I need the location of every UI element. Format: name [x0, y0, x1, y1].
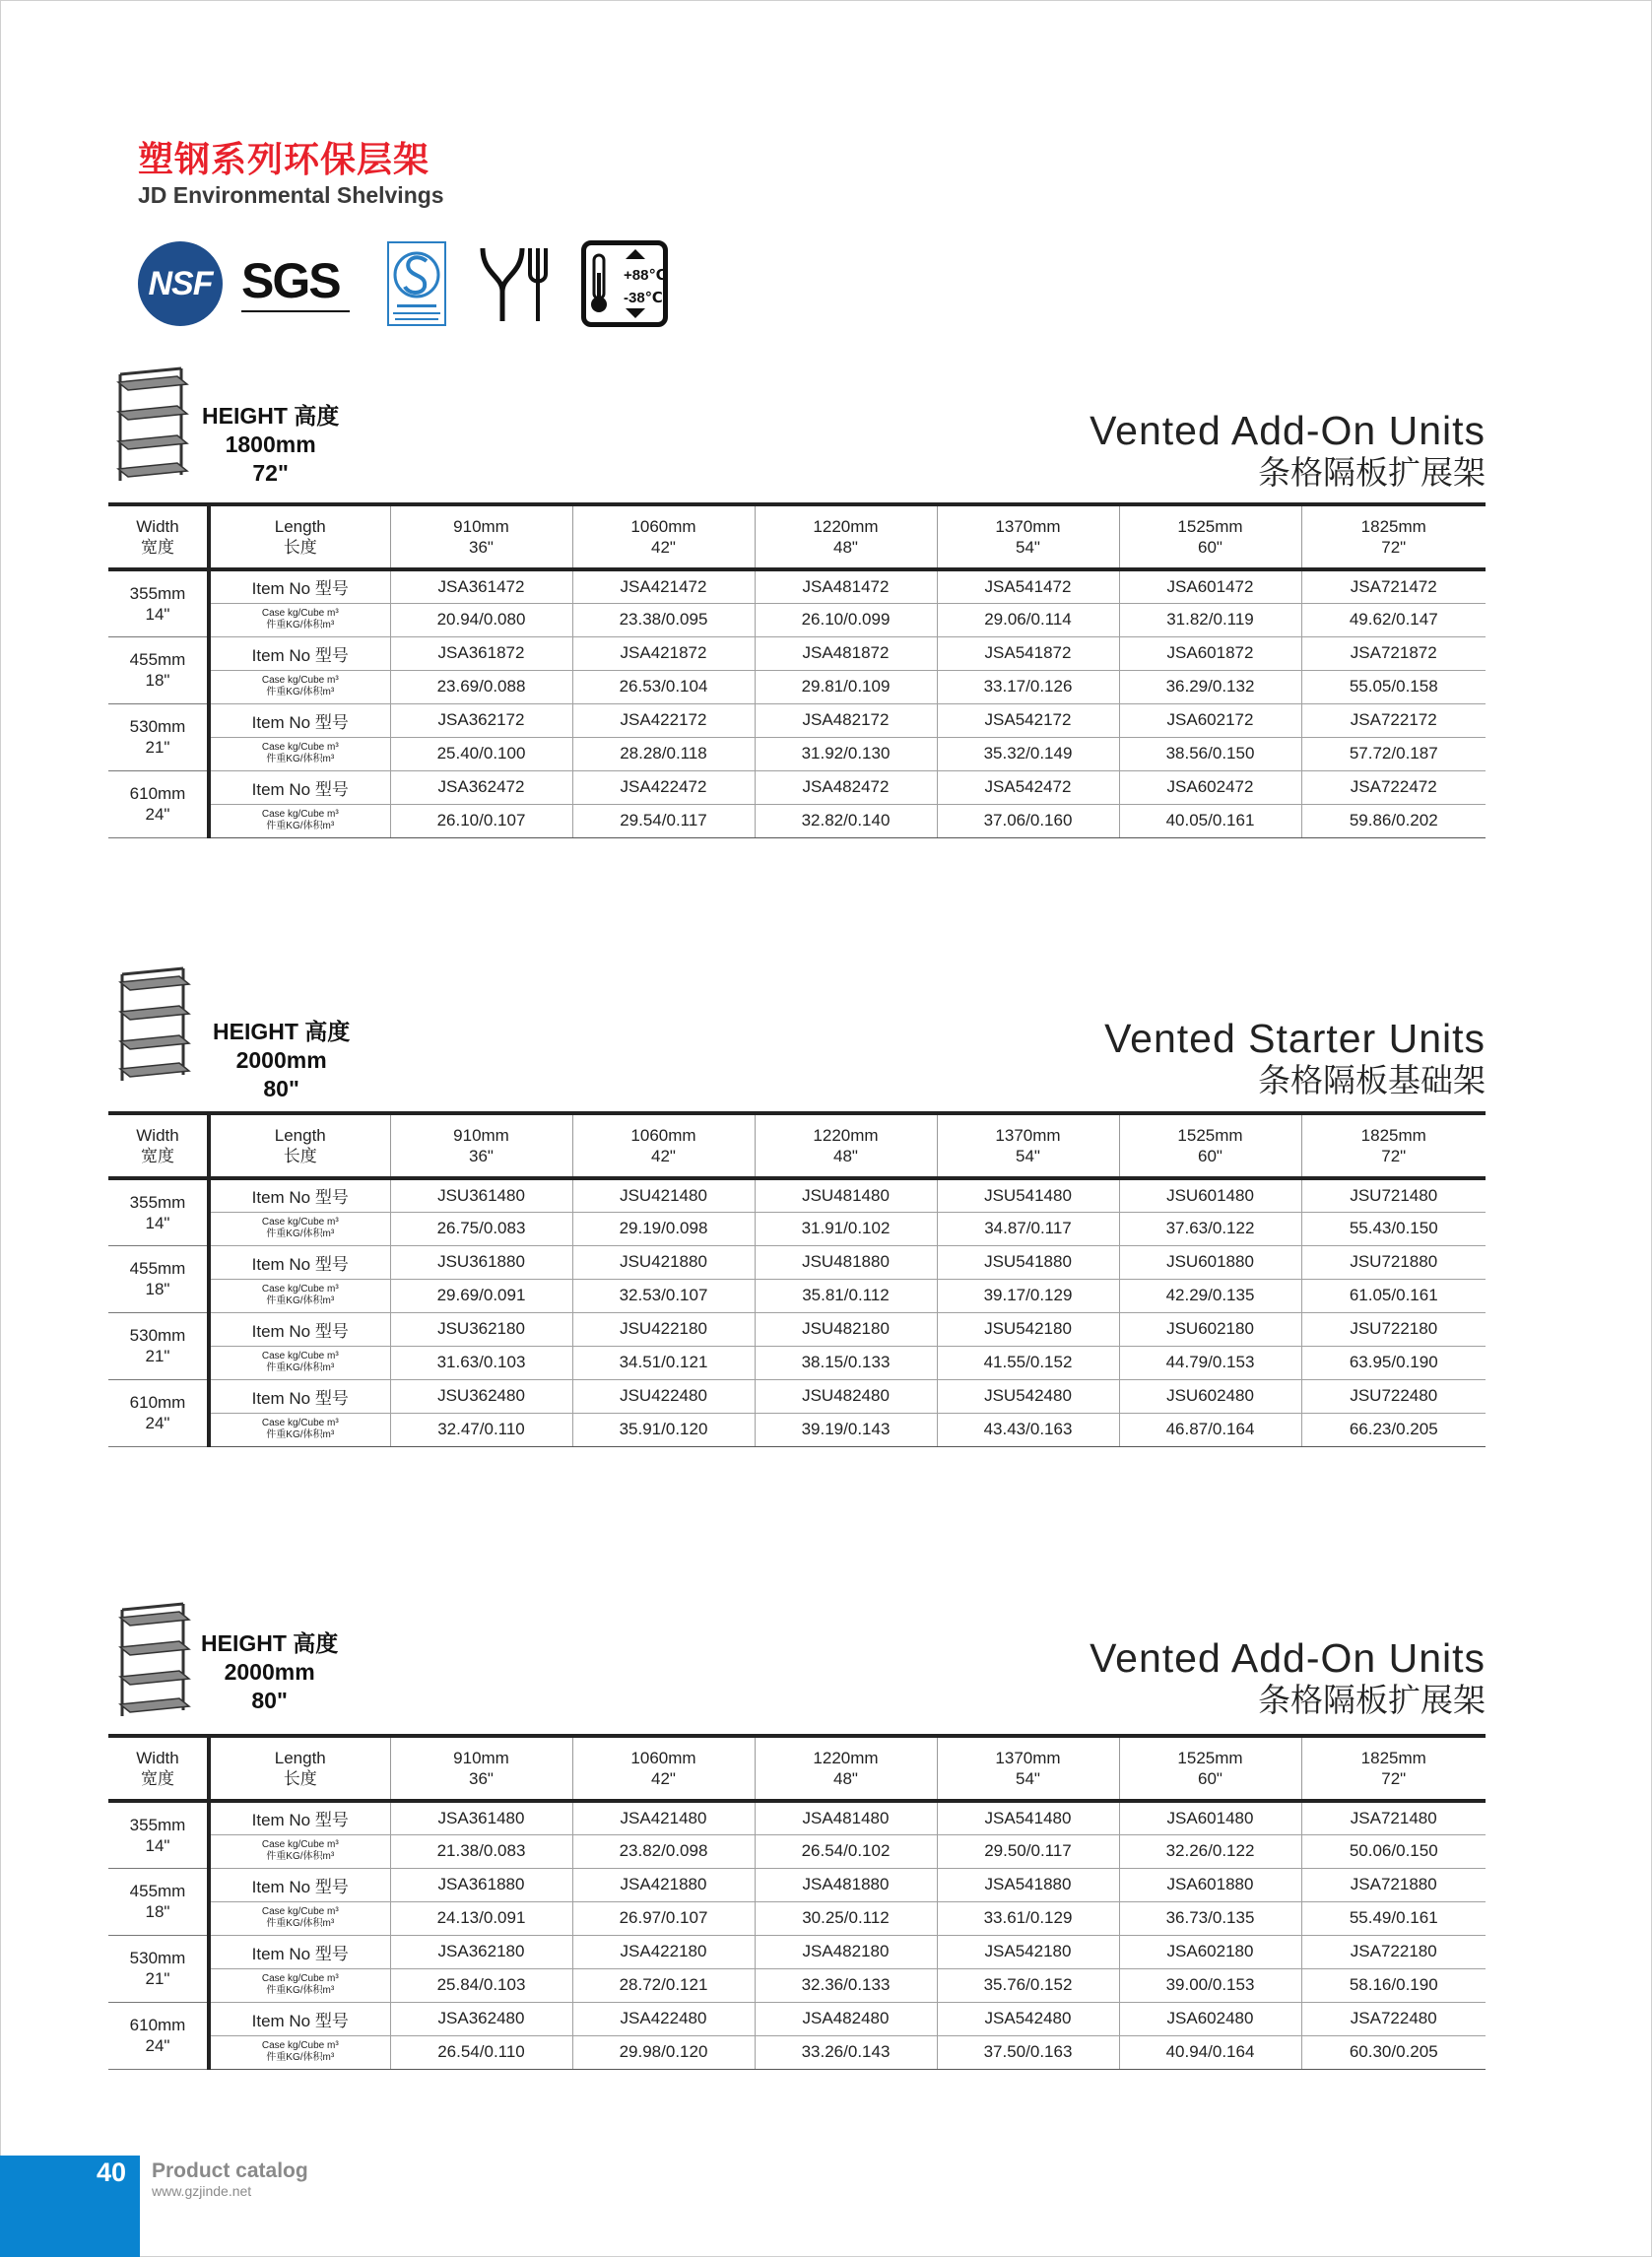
- case-value-cell: 44.79/0.153: [1119, 1346, 1301, 1379]
- item-no-cell: JSA481472: [755, 569, 937, 603]
- item-no-cell: JSA722480: [1301, 2002, 1486, 2035]
- width-cell: 355mm 14": [108, 1178, 209, 1245]
- item-no-cell: JSU602180: [1119, 1312, 1301, 1346]
- item-no-label: Item No 型号: [209, 636, 390, 670]
- table-row-case: [108, 1279, 1486, 1312]
- item-no-cell: JSA362180: [390, 1935, 572, 1968]
- case-value-cell: 26.10/0.107: [390, 804, 572, 837]
- case-value-cell: 32.82/0.140: [755, 804, 937, 837]
- case-value-cell: 31.92/0.130: [755, 737, 937, 770]
- height-inch: 72": [252, 460, 289, 486]
- width-cell: 455mm 18": [108, 1245, 209, 1312]
- case-value-cell: 26.53/0.104: [572, 670, 755, 703]
- table-row-item: [108, 1801, 1486, 1834]
- temp-low-label: -38℃: [624, 290, 663, 306]
- length-column-header: 1370mm 54": [937, 1736, 1119, 1801]
- table-row-case: [108, 1413, 1486, 1446]
- item-no-cell: JSA481872: [755, 636, 937, 670]
- item-no-cell: JSA602480: [1119, 2002, 1301, 2035]
- item-no-label: Item No 型号: [209, 1178, 390, 1212]
- case-value-cell: 31.82/0.119: [1119, 603, 1301, 636]
- case-value-cell: 39.17/0.129: [937, 1279, 1119, 1312]
- case-value-cell: 29.19/0.098: [572, 1212, 755, 1245]
- case-value-cell: 49.62/0.147: [1301, 603, 1486, 636]
- table-header-row: [108, 1113, 1486, 1178]
- table-row-item: [108, 1312, 1486, 1346]
- item-no-cell: JSU362180: [390, 1312, 572, 1346]
- case-value-cell: 23.69/0.088: [390, 670, 572, 703]
- case-value-cell: 66.23/0.205: [1301, 1413, 1486, 1446]
- item-no-cell: JSA722172: [1301, 703, 1486, 737]
- case-value-cell: 32.53/0.107: [572, 1279, 755, 1312]
- case-value-cell: 29.06/0.114: [937, 603, 1119, 636]
- case-value-cell: 34.51/0.121: [572, 1346, 755, 1379]
- height-mm: 1800mm: [225, 431, 316, 457]
- item-no-cell: JSA721880: [1301, 1868, 1486, 1901]
- length-column-header: 1060mm 42": [572, 1736, 755, 1801]
- width-header: Width 宽度: [108, 504, 209, 569]
- item-no-cell: JSA422180: [572, 1935, 755, 1968]
- item-no-cell: JSU722180: [1301, 1312, 1486, 1346]
- case-value-cell: 40.05/0.161: [1119, 804, 1301, 837]
- case-value-cell: 32.26/0.122: [1119, 1834, 1301, 1868]
- case-value-cell: 31.63/0.103: [390, 1346, 572, 1379]
- length-header: Length 长度: [209, 504, 390, 569]
- table-row-item: [108, 2002, 1486, 2035]
- item-no-label: Item No 型号: [209, 1801, 390, 1834]
- case-value-cell: 21.38/0.083: [390, 1834, 572, 1868]
- item-no-cell: JSA601472: [1119, 569, 1301, 603]
- item-no-cell: JSA542180: [937, 1935, 1119, 1968]
- item-no-cell: JSA361880: [390, 1868, 572, 1901]
- item-no-cell: JSA602172: [1119, 703, 1301, 737]
- item-no-label: Item No 型号: [209, 1312, 390, 1346]
- item-no-cell: JSU601480: [1119, 1178, 1301, 1212]
- item-no-cell: JSA482472: [755, 770, 937, 804]
- table-row-item: [108, 1178, 1486, 1212]
- width-cell: 530mm 21": [108, 703, 209, 770]
- item-no-cell: JSU361480: [390, 1178, 572, 1212]
- height-inch: 80": [251, 1688, 288, 1713]
- height-label: HEIGHT 高度: [202, 403, 340, 429]
- item-no-cell: JSA482180: [755, 1935, 937, 1968]
- case-value-cell: 58.16/0.190: [1301, 1968, 1486, 2002]
- item-no-cell: JSA722180: [1301, 1935, 1486, 1968]
- length-column-header: 1525mm 60": [1119, 1736, 1301, 1801]
- product-section-3: [108, 1596, 1486, 2089]
- section-title-en: Vented Add-On Units: [1090, 408, 1486, 453]
- width-cell: 610mm 24": [108, 2002, 209, 2069]
- case-value-cell: 35.32/0.149: [937, 737, 1119, 770]
- product-section-1: [108, 365, 1486, 857]
- case-label: Case kg/Cube m³ 件重KG/体积m³: [209, 1413, 390, 1446]
- item-no-cell: JSA542172: [937, 703, 1119, 737]
- case-value-cell: 24.13/0.091: [390, 1901, 572, 1935]
- case-value-cell: 34.87/0.117: [937, 1212, 1119, 1245]
- case-value-cell: 28.72/0.121: [572, 1968, 755, 2002]
- item-no-cell: JSA422172: [572, 703, 755, 737]
- length-column-header: 910mm 36": [390, 1113, 572, 1178]
- length-column-header: 1370mm 54": [937, 1113, 1119, 1178]
- case-value-cell: 31.91/0.102: [755, 1212, 937, 1245]
- item-no-cell: JSA362480: [390, 2002, 572, 2035]
- item-no-cell: JSU481480: [755, 1178, 937, 1212]
- item-no-label: Item No 型号: [209, 569, 390, 603]
- item-no-cell: JSA421880: [572, 1868, 755, 1901]
- case-value-cell: 35.76/0.152: [937, 1968, 1119, 2002]
- item-no-label: Item No 型号: [209, 703, 390, 737]
- case-value-cell: 26.75/0.083: [390, 1212, 572, 1245]
- case-label: Case kg/Cube m³ 件重KG/体积m³: [209, 1212, 390, 1245]
- case-value-cell: 40.94/0.164: [1119, 2035, 1301, 2069]
- length-column-header: 1825mm 72": [1301, 1113, 1486, 1178]
- item-no-cell: JSA722472: [1301, 770, 1486, 804]
- case-value-cell: 26.54/0.102: [755, 1834, 937, 1868]
- item-no-cell: JSA541472: [937, 569, 1119, 603]
- case-value-cell: 28.28/0.118: [572, 737, 755, 770]
- sgs-logo: SGS: [241, 251, 350, 318]
- item-no-cell: JSA482480: [755, 2002, 937, 2035]
- table-row-item: [108, 1245, 1486, 1279]
- table-row-item: [108, 1868, 1486, 1901]
- case-value-cell: 33.17/0.126: [937, 670, 1119, 703]
- item-no-cell: JSA422472: [572, 770, 755, 804]
- case-value-cell: 29.81/0.109: [755, 670, 937, 703]
- case-value-cell: 29.69/0.091: [390, 1279, 572, 1312]
- table-row-case: [108, 1212, 1486, 1245]
- item-no-cell: JSA601880: [1119, 1868, 1301, 1901]
- case-value-cell: 36.29/0.132: [1119, 670, 1301, 703]
- width-cell: 355mm 14": [108, 1801, 209, 1868]
- item-no-cell: JSU721880: [1301, 1245, 1486, 1279]
- case-label: Case kg/Cube m³ 件重KG/体积m³: [209, 1968, 390, 2002]
- item-no-cell: JSU722480: [1301, 1379, 1486, 1413]
- case-value-cell: 23.38/0.095: [572, 603, 755, 636]
- table-row-case: [108, 603, 1486, 636]
- item-no-cell: JSA422480: [572, 2002, 755, 2035]
- item-no-label: Item No 型号: [209, 1245, 390, 1279]
- case-value-cell: 26.97/0.107: [572, 1901, 755, 1935]
- case-value-cell: 46.87/0.164: [1119, 1413, 1301, 1446]
- length-column-header: 910mm 36": [390, 1736, 572, 1801]
- case-value-cell: 26.54/0.110: [390, 2035, 572, 2069]
- table-row-item: [108, 770, 1486, 804]
- item-no-cell: JSA421480: [572, 1801, 755, 1834]
- section-title-en: Vented Starter Units: [1104, 1016, 1486, 1061]
- item-no-cell: JSU422180: [572, 1312, 755, 1346]
- item-no-cell: JSU542480: [937, 1379, 1119, 1413]
- case-value-cell: 37.06/0.160: [937, 804, 1119, 837]
- length-column-header: 1220mm 48": [755, 1113, 937, 1178]
- table-header-row: [108, 1736, 1486, 1801]
- item-no-cell: JSU482180: [755, 1312, 937, 1346]
- table-row-item: [108, 636, 1486, 670]
- item-no-cell: JSU362480: [390, 1379, 572, 1413]
- item-no-cell: JSA421872: [572, 636, 755, 670]
- length-column-header: 910mm 36": [390, 504, 572, 569]
- item-no-cell: JSA601872: [1119, 636, 1301, 670]
- table-row-item: [108, 1379, 1486, 1413]
- case-value-cell: 35.91/0.120: [572, 1413, 755, 1446]
- length-column-header: 1060mm 42": [572, 1113, 755, 1178]
- case-value-cell: 42.29/0.135: [1119, 1279, 1301, 1312]
- section-title: [1090, 408, 1486, 493]
- case-value-cell: 37.50/0.163: [937, 2035, 1119, 2069]
- case-value-cell: 30.25/0.112: [755, 1901, 937, 1935]
- table-row-case: [108, 1346, 1486, 1379]
- case-label: Case kg/Cube m³ 件重KG/体积m³: [209, 603, 390, 636]
- case-value-cell: 41.55/0.152: [937, 1346, 1119, 1379]
- table-row-item: [108, 703, 1486, 737]
- case-value-cell: 55.49/0.161: [1301, 1901, 1486, 1935]
- table-row-case: [108, 2035, 1486, 2069]
- case-value-cell: 37.63/0.122: [1119, 1212, 1301, 1245]
- table-row-case: [108, 1834, 1486, 1868]
- temp-high-label: +88℃: [624, 267, 667, 284]
- case-value-cell: 36.73/0.135: [1119, 1901, 1301, 1935]
- item-no-label: Item No 型号: [209, 1935, 390, 1968]
- height-spec: [201, 1629, 338, 1715]
- section-title-cn: 条格隔板扩展架: [1258, 454, 1486, 491]
- case-value-cell: 59.86/0.202: [1301, 804, 1486, 837]
- item-no-cell: JSA541872: [937, 636, 1119, 670]
- case-label: Case kg/Cube m³ 件重KG/体积m³: [209, 804, 390, 837]
- case-value-cell: 55.05/0.158: [1301, 670, 1486, 703]
- width-cell: 530mm 21": [108, 1312, 209, 1379]
- table-row-item: [108, 569, 1486, 603]
- length-column-header: 1370mm 54": [937, 504, 1119, 569]
- spec-table: [108, 1111, 1486, 1447]
- length-header: Length 长度: [209, 1113, 390, 1178]
- case-label: Case kg/Cube m³ 件重KG/体积m³: [209, 1279, 390, 1312]
- item-no-cell: JSU422480: [572, 1379, 755, 1413]
- table-row-case: [108, 804, 1486, 837]
- item-no-label: Item No 型号: [209, 2002, 390, 2035]
- item-no-cell: JSA361480: [390, 1801, 572, 1834]
- section-title-cn: 条格隔板扩展架: [1258, 1682, 1486, 1718]
- item-no-cell: JSA602472: [1119, 770, 1301, 804]
- case-value-cell: 26.10/0.099: [755, 603, 937, 636]
- shelf-unit-icon: [114, 964, 193, 1083]
- item-no-cell: JSU421880: [572, 1245, 755, 1279]
- table-header-row: [108, 504, 1486, 569]
- table-row-case: [108, 737, 1486, 770]
- case-value-cell: 33.26/0.143: [755, 2035, 937, 2069]
- shelf-unit-icon: [114, 1600, 193, 1718]
- brand-title-en: JD Environmental Shelvings: [138, 182, 444, 208]
- case-value-cell: 63.95/0.190: [1301, 1346, 1486, 1379]
- width-cell: 530mm 21": [108, 1935, 209, 2002]
- item-no-cell: JSU602480: [1119, 1379, 1301, 1413]
- case-value-cell: 57.72/0.187: [1301, 737, 1486, 770]
- item-no-cell: JSU481880: [755, 1245, 937, 1279]
- case-value-cell: 29.54/0.117: [572, 804, 755, 837]
- case-value-cell: 60.30/0.205: [1301, 2035, 1486, 2069]
- width-cell: 355mm 14": [108, 569, 209, 636]
- case-value-cell: 38.15/0.133: [755, 1346, 937, 1379]
- item-no-cell: JSU542180: [937, 1312, 1119, 1346]
- case-label: Case kg/Cube m³ 件重KG/体积m³: [209, 1346, 390, 1379]
- case-label: Case kg/Cube m³ 件重KG/体积m³: [209, 737, 390, 770]
- item-no-cell: JSU421480: [572, 1178, 755, 1212]
- case-value-cell: 39.00/0.153: [1119, 1968, 1301, 2002]
- length-column-header: 1060mm 42": [572, 504, 755, 569]
- case-value-cell: 39.19/0.143: [755, 1413, 937, 1446]
- width-cell: 455mm 18": [108, 636, 209, 703]
- footer-url: www.gzjinde.net: [152, 2183, 252, 2199]
- item-no-cell: JSU541880: [937, 1245, 1119, 1279]
- footer-title: Product catalog: [152, 2159, 308, 2182]
- height-inch: 80": [263, 1076, 299, 1101]
- width-cell: 610mm 24": [108, 1379, 209, 1446]
- case-value-cell: 20.94/0.080: [390, 603, 572, 636]
- item-no-cell: JSA482172: [755, 703, 937, 737]
- length-column-header: 1825mm 72": [1301, 1736, 1486, 1801]
- height-mm: 2000mm: [224, 1659, 315, 1685]
- width-header: Width 宽度: [108, 1113, 209, 1178]
- item-no-cell: JSA542472: [937, 770, 1119, 804]
- width-header: Width 宽度: [108, 1736, 209, 1801]
- brand-header: [138, 138, 444, 209]
- case-value-cell: 32.36/0.133: [755, 1968, 937, 2002]
- qs-production-license-icon: [387, 241, 446, 326]
- item-no-cell: JSU601880: [1119, 1245, 1301, 1279]
- length-column-header: 1825mm 72": [1301, 504, 1486, 569]
- case-value-cell: 35.81/0.112: [755, 1279, 937, 1312]
- footer-text: [152, 2159, 308, 2199]
- item-no-cell: JSA362172: [390, 703, 572, 737]
- case-value-cell: 25.84/0.103: [390, 1968, 572, 2002]
- nsf-logo: NSF: [138, 241, 223, 326]
- item-no-cell: JSU721480: [1301, 1178, 1486, 1212]
- item-no-label: Item No 型号: [209, 1379, 390, 1413]
- item-no-cell: JSA542480: [937, 2002, 1119, 2035]
- item-no-cell: JSA601480: [1119, 1801, 1301, 1834]
- case-value-cell: 29.50/0.117: [937, 1834, 1119, 1868]
- table-row-item: [108, 1935, 1486, 1968]
- item-no-cell: JSU482480: [755, 1379, 937, 1413]
- length-column-header: 1525mm 60": [1119, 1113, 1301, 1178]
- case-label: Case kg/Cube m³ 件重KG/体积m³: [209, 670, 390, 703]
- page-number: 40: [97, 2157, 127, 2187]
- length-column-header: 1220mm 48": [755, 504, 937, 569]
- food-safe-icon: [475, 244, 552, 323]
- section-title-cn: 条格隔板基础架: [1258, 1062, 1486, 1098]
- case-value-cell: 32.47/0.110: [390, 1413, 572, 1446]
- item-no-cell: JSA362472: [390, 770, 572, 804]
- item-no-cell: JSA421472: [572, 569, 755, 603]
- item-no-label: Item No 型号: [209, 1868, 390, 1901]
- case-label: Case kg/Cube m³ 件重KG/体积m³: [209, 1901, 390, 1935]
- spec-table: [108, 502, 1486, 838]
- item-no-cell: JSA541480: [937, 1801, 1119, 1834]
- section-title: [1104, 1016, 1486, 1100]
- section-title-en: Vented Add-On Units: [1090, 1635, 1486, 1681]
- item-no-cell: JSA721472: [1301, 569, 1486, 603]
- item-no-label: Item No 型号: [209, 770, 390, 804]
- case-value-cell: 61.05/0.161: [1301, 1279, 1486, 1312]
- item-no-cell: JSA721872: [1301, 636, 1486, 670]
- width-cell: 610mm 24": [108, 770, 209, 837]
- case-value-cell: 55.43/0.150: [1301, 1212, 1486, 1245]
- item-no-cell: JSA481480: [755, 1801, 937, 1834]
- case-value-cell: 33.61/0.129: [937, 1901, 1119, 1935]
- product-section-2: [108, 961, 1486, 1453]
- case-value-cell: 23.82/0.098: [572, 1834, 755, 1868]
- item-no-cell: JSA361872: [390, 636, 572, 670]
- brand-title-cn: 塑钢系列环保层架: [138, 139, 430, 179]
- length-column-header: 1220mm 48": [755, 1736, 937, 1801]
- temperature-range-icon: [581, 240, 668, 327]
- table-row-case: [108, 670, 1486, 703]
- length-column-header: 1525mm 60": [1119, 504, 1301, 569]
- case-label: Case kg/Cube m³ 件重KG/体积m³: [209, 2035, 390, 2069]
- shelf-unit-icon: [112, 365, 191, 483]
- case-value-cell: 29.98/0.120: [572, 2035, 755, 2069]
- spec-table: [108, 1734, 1486, 2070]
- case-value-cell: 50.06/0.150: [1301, 1834, 1486, 1868]
- item-no-cell: JSU541480: [937, 1178, 1119, 1212]
- section-title: [1090, 1635, 1486, 1720]
- item-no-cell: JSA721480: [1301, 1801, 1486, 1834]
- height-label: HEIGHT 高度: [213, 1019, 351, 1044]
- case-label: Case kg/Cube m³ 件重KG/体积m³: [209, 1834, 390, 1868]
- item-no-cell: JSA481880: [755, 1868, 937, 1901]
- height-mm: 2000mm: [235, 1047, 327, 1073]
- height-label: HEIGHT 高度: [201, 1630, 339, 1656]
- case-value-cell: 43.43/0.163: [937, 1413, 1119, 1446]
- table-row-case: [108, 1968, 1486, 2002]
- item-no-cell: JSA541880: [937, 1868, 1119, 1901]
- item-no-cell: JSU361880: [390, 1245, 572, 1279]
- table-row-case: [108, 1901, 1486, 1935]
- item-no-cell: JSA602180: [1119, 1935, 1301, 1968]
- height-spec: [213, 1018, 350, 1103]
- width-cell: 455mm 18": [108, 1868, 209, 1935]
- case-value-cell: 38.56/0.150: [1119, 737, 1301, 770]
- length-header: Length 长度: [209, 1736, 390, 1801]
- item-no-cell: JSA361472: [390, 569, 572, 603]
- height-spec: [202, 402, 339, 488]
- case-value-cell: 25.40/0.100: [390, 737, 572, 770]
